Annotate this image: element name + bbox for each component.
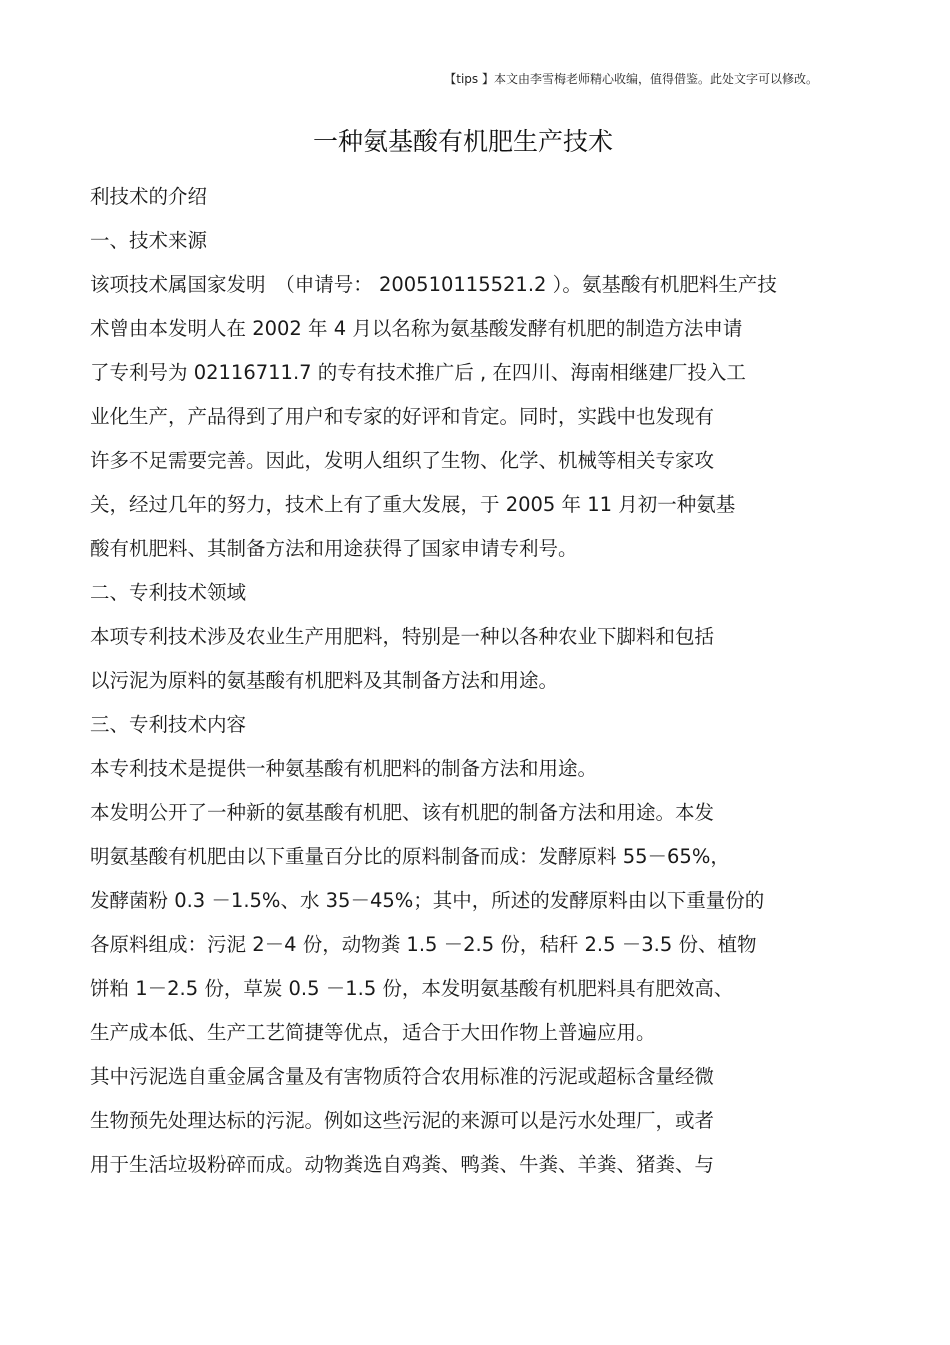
paragraph-line: 了专利号为 02116711.7 的专有技术推广后 , 在四川、海南相继建厂投入工 bbox=[90, 361, 746, 384]
paragraph-line: 酸有机肥料、其制备方法和用途获得了国家申请专利号。 bbox=[90, 537, 578, 560]
paragraph-line: 生产成本低、生产工艺简捷等优点，适合于大田作物上普遍应用。 bbox=[90, 1021, 656, 1044]
section-heading-source: 一、技术来源 bbox=[90, 229, 208, 252]
document-body bbox=[90, 175, 890, 1187]
paragraph-line: 其中污泥选自重金属含量及有害物质符合农用标准的污泥或超标含量经微 bbox=[90, 1065, 715, 1088]
paragraph-line: 发酵菌粉 0.3 －1.5%、水 35－45%；其中，所述的发酵原料由以下重量份的 bbox=[90, 889, 765, 912]
paragraph-line: 业化生产，产品得到了用户和专家的好评和肯定。同时，实践中也发现有 bbox=[90, 405, 715, 428]
paragraph-line: 以污泥为原料的氨基酸有机肥料及其制备方法和用途。 bbox=[90, 669, 559, 692]
tips-note: 【tips 】本文由李雪梅老师精心收编，值得借鉴。此处文字可以修改。 bbox=[444, 72, 818, 86]
paragraph-line: 用于生活垃圾粉碎而成。动物粪选自鸡粪、鸭粪、牛粪、羊粪、猪粪、与 bbox=[90, 1153, 715, 1176]
paragraph-line: 术曾由本发明人在 2002 年 4 月以名称为氨基酸发酵有机肥的制造方法申请 bbox=[90, 317, 743, 340]
paragraph-line: 许多不足需要完善。因此，发明人组织了生物、化学、机械等相关专家攻 bbox=[90, 449, 715, 472]
section-heading-field: 二、专利技术领域 bbox=[90, 581, 247, 604]
section-heading-content: 三、专利技术内容 bbox=[90, 713, 247, 736]
paragraph-line: 明氨基酸有机肥由以下重量百分比的原料制备而成：发酵原料 55－65%， bbox=[90, 845, 730, 868]
document-title: 一种氨基酸有机肥生产技术 bbox=[312, 127, 613, 156]
paragraph-line: 本项专利技术涉及农业生产用肥料，特别是一种以各种农业下脚料和包括 bbox=[90, 625, 715, 648]
paragraph-line: 饼粕 1－2.5 份，草炭 0.5 －1.5 份，本发明氨基酸有机肥料具有肥效高、 bbox=[90, 977, 734, 1000]
paragraph-line: 关，经过几年的努力，技术上有了重大发展，于 2005 年 11 月初一种氨基 bbox=[90, 493, 736, 516]
paragraph-line: 各原料组成：污泥 2－4 份，动物粪 1.5 －2.5 份，秸秆 2.5 －3.5 份、植物 bbox=[90, 933, 757, 956]
paragraph-line: 本专利技术是提供一种氨基酸有机肥料的制备方法和用途。 bbox=[90, 757, 598, 780]
paragraph-line: 生物预先处理达标的污泥。例如这些污泥的来源可以是污水处理厂，或者 bbox=[90, 1109, 715, 1132]
paragraph-line: 该项技术属国家发明 （申请号： 200510115521.2 ）。氨基酸有机肥料生产技 bbox=[90, 273, 777, 296]
paragraph-line: 本发明公开了一种新的氨基酸有机肥、该有机肥的制备方法和用途。本发 bbox=[90, 801, 715, 824]
section-intro-line: 利技术的介绍 bbox=[90, 185, 208, 208]
